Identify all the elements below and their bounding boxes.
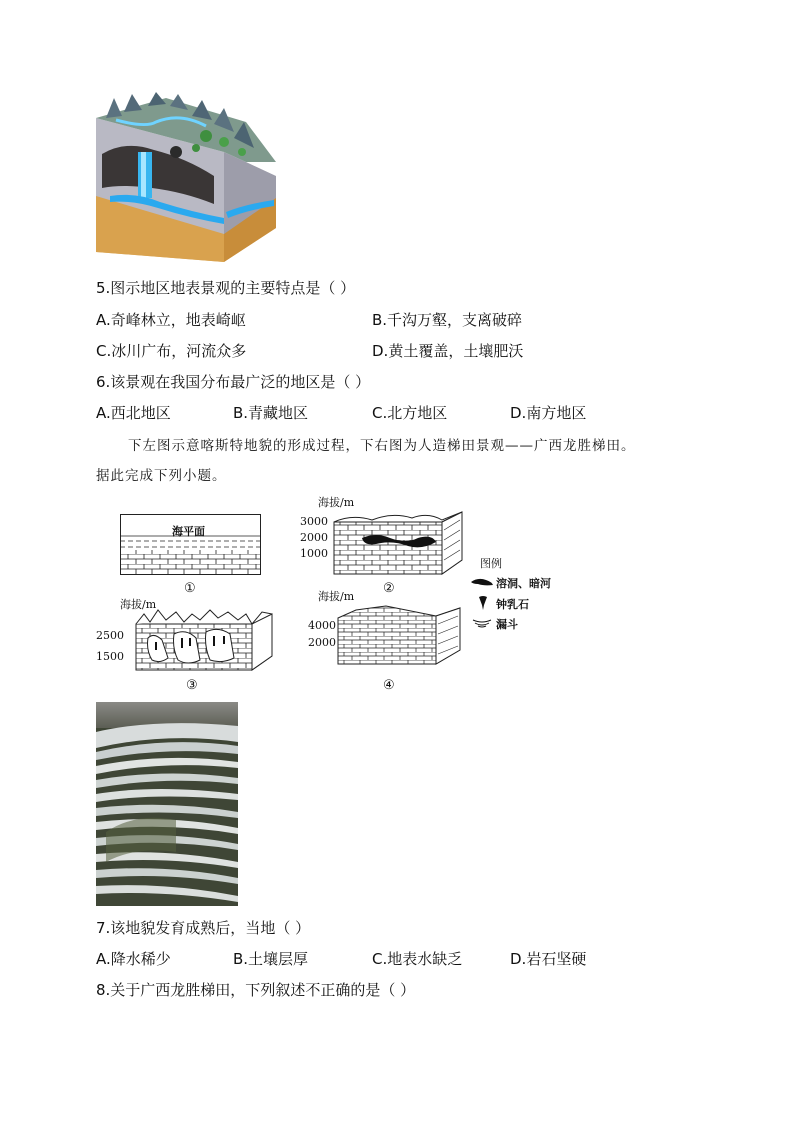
question-7-option-b[interactable]: B.土壤层厚 bbox=[233, 950, 309, 968]
karst-stage-2-diagram bbox=[332, 510, 464, 576]
question-7-option-c[interactable]: C.地表水缺乏 bbox=[372, 950, 463, 968]
legend-title: 图例 bbox=[480, 557, 502, 570]
karst-stage-3-diagram bbox=[134, 608, 276, 672]
diagram-3-tick-1500: 1500 bbox=[96, 650, 124, 663]
diagram-2-number: ② bbox=[383, 581, 395, 596]
funnel-icon bbox=[472, 616, 492, 630]
diagram-4-tick-4000: 4000 bbox=[308, 619, 336, 632]
cave-river-icon bbox=[470, 576, 494, 588]
diagram-1-number: ① bbox=[184, 581, 196, 596]
intro-line-1: 下左图示意喀斯特地貌的形成过程，下右图为人造梯田景观——广西龙胜梯田。 bbox=[128, 438, 636, 454]
diagram-2-tick-2000: 2000 bbox=[300, 531, 328, 544]
diagram-3-tick-2500: 2500 bbox=[96, 629, 124, 642]
question-6-option-c[interactable]: C.北方地区 bbox=[372, 404, 448, 422]
karst-stage-4-diagram bbox=[336, 604, 464, 666]
question-7-option-d[interactable]: D.岩石坚硬 bbox=[510, 950, 587, 968]
legend-item-funnel: 漏斗 bbox=[496, 618, 518, 631]
question-5-option-d[interactable]: D.黄土覆盖，土壤肥沃 bbox=[372, 342, 524, 360]
question-5-option-c[interactable]: C.冰川广布，河流众多 bbox=[96, 342, 247, 360]
question-7-option-a[interactable]: A.降水稀少 bbox=[96, 950, 171, 968]
karst-landscape-illustration bbox=[96, 92, 276, 264]
diagram-3-axis-label: 海拔/m bbox=[120, 598, 157, 611]
diagram-2-tick-3000: 3000 bbox=[300, 515, 328, 528]
diagram-2-axis-label: 海拔/m bbox=[318, 496, 355, 509]
diagram-4-axis-label: 海拔/m bbox=[318, 590, 355, 603]
question-6-option-a[interactable]: A.西北地区 bbox=[96, 404, 171, 422]
question-6-option-b[interactable]: B.青藏地区 bbox=[233, 404, 309, 422]
longsheng-terraces-photo bbox=[96, 702, 238, 906]
question-5-option-b[interactable]: B.千沟万壑，支离破碎 bbox=[372, 311, 523, 329]
legend-item-cave-river: 溶洞、暗河 bbox=[496, 577, 551, 590]
diagram-3-number: ③ bbox=[186, 678, 198, 693]
legend-item-stalactite: 钟乳石 bbox=[496, 598, 529, 611]
question-7-stem: 7.该地貌发育成熟后，当地（ ） bbox=[96, 919, 311, 937]
question-5-option-a[interactable]: A.奇峰林立，地表崎岖 bbox=[96, 311, 246, 329]
stalactite-icon bbox=[478, 595, 488, 611]
question-6-stem: 6.该景观在我国分布最广泛的地区是（ ） bbox=[96, 373, 371, 391]
question-6-option-d[interactable]: D.南方地区 bbox=[510, 404, 587, 422]
diagram-2-tick-1000: 1000 bbox=[300, 547, 328, 560]
question-5-stem: 5.图示地区地表景观的主要特点是（ ） bbox=[96, 279, 356, 297]
intro-line-2: 据此完成下列小题。 bbox=[96, 468, 227, 484]
question-8-stem: 8.关于广西龙胜梯田，下列叙述不正确的是（ ） bbox=[96, 981, 416, 999]
diagram-4-tick-2000: 2000 bbox=[308, 636, 336, 649]
sea-level-label: 海平面 bbox=[172, 525, 205, 538]
diagram-4-number: ④ bbox=[383, 678, 395, 693]
